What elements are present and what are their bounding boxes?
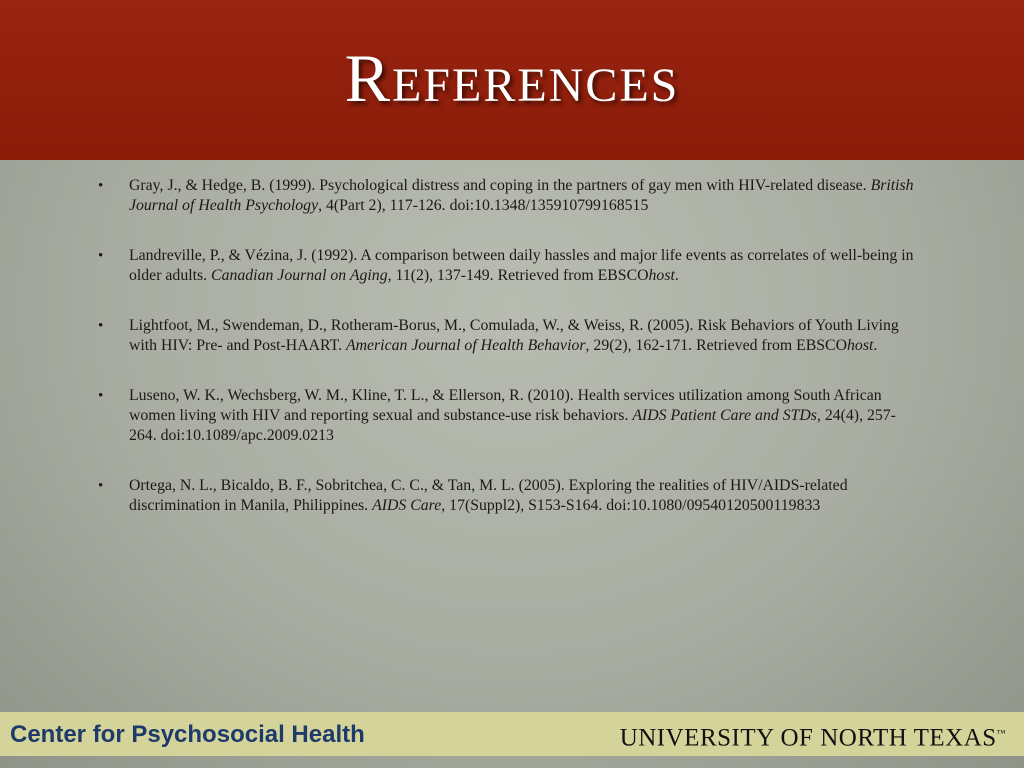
reference-source-italic: host [648, 267, 675, 284]
title-bar [0, 0, 1024, 160]
bullet-icon: • [98, 318, 104, 334]
bullet-icon: • [98, 388, 104, 404]
references-list [98, 176, 920, 546]
reference-details: , 17(Suppl2), S153-S164. doi:10.1080/09540120500119833 [441, 497, 821, 514]
bullet-icon: • [98, 178, 104, 194]
reference-item [98, 316, 920, 356]
reference-details: , 29(2), 162-171. Retrieved from EBSCO [585, 337, 848, 354]
reference-item [98, 476, 920, 516]
center-name-logo: Center for Psychosocial Health [10, 721, 365, 748]
reference-text: Luseno, W. K., Wechsberg, W. M., Kline, T. L., & Ellerson, R. (2010). Health services utilization among South African women living with HIV and reporting sexual and substance-use risk behaviors. [129, 387, 882, 424]
reference-end: . [873, 337, 878, 354]
reference-source-italic: host [847, 337, 874, 354]
reference-text: Gray, J., & Hedge, B. (1999). Psychological distress and coping in the partners of gay men with HIV-related disease. [129, 177, 871, 194]
reference-journal: British Journal of Health Psychology [129, 177, 914, 214]
reference-item [98, 176, 920, 216]
slide-title: References [344, 40, 680, 116]
bullet-icon: • [98, 478, 104, 494]
university-logo [620, 718, 1006, 753]
footer-bar [0, 712, 1024, 756]
reference-text: Lightfoot, M., Swendeman, D., Rotheram-Borus, M., Comulada, W., & Weiss, R. (2005). Risk Behaviors of Youth Living with HIV: Pre- and Post-HAART. [129, 317, 899, 354]
reference-journal: American Journal of Health Behavior [345, 337, 586, 354]
bullet-icon: • [98, 248, 104, 264]
reference-journal: AIDS Patient Care and STDs [632, 407, 817, 424]
reference-text: Ortega, N. L., Bicaldo, B. F., Sobritchea, C. C., & Tan, M. L. (2005). Exploring the realities of HIV/AIDS-related discrimination in Manila, Philippines. [129, 477, 848, 514]
reference-text: Landreville, P., & Vézina, J. (1992). A comparison between daily hassles and major life events as correlates of well-being in older adults. [129, 247, 914, 284]
reference-item [98, 386, 920, 446]
trademark-symbol: ™ [996, 728, 1006, 738]
reference-end: . [674, 267, 679, 284]
reference-journal: AIDS Care [372, 497, 442, 514]
reference-details: , 24(4), 257-264. doi:10.1089/apc.2009.0213 [129, 407, 896, 444]
reference-details: , 4(Part 2), 117-126. doi:10.1348/135910799168515 [318, 197, 649, 214]
reference-details: , 11(2), 137-149. Retrieved from EBSCO [387, 267, 649, 284]
reference-journal: Canadian Journal on Aging [211, 267, 388, 284]
university-name: UNIVERSITY OF NORTH TEXAS [619, 724, 997, 752]
reference-item [98, 246, 920, 286]
